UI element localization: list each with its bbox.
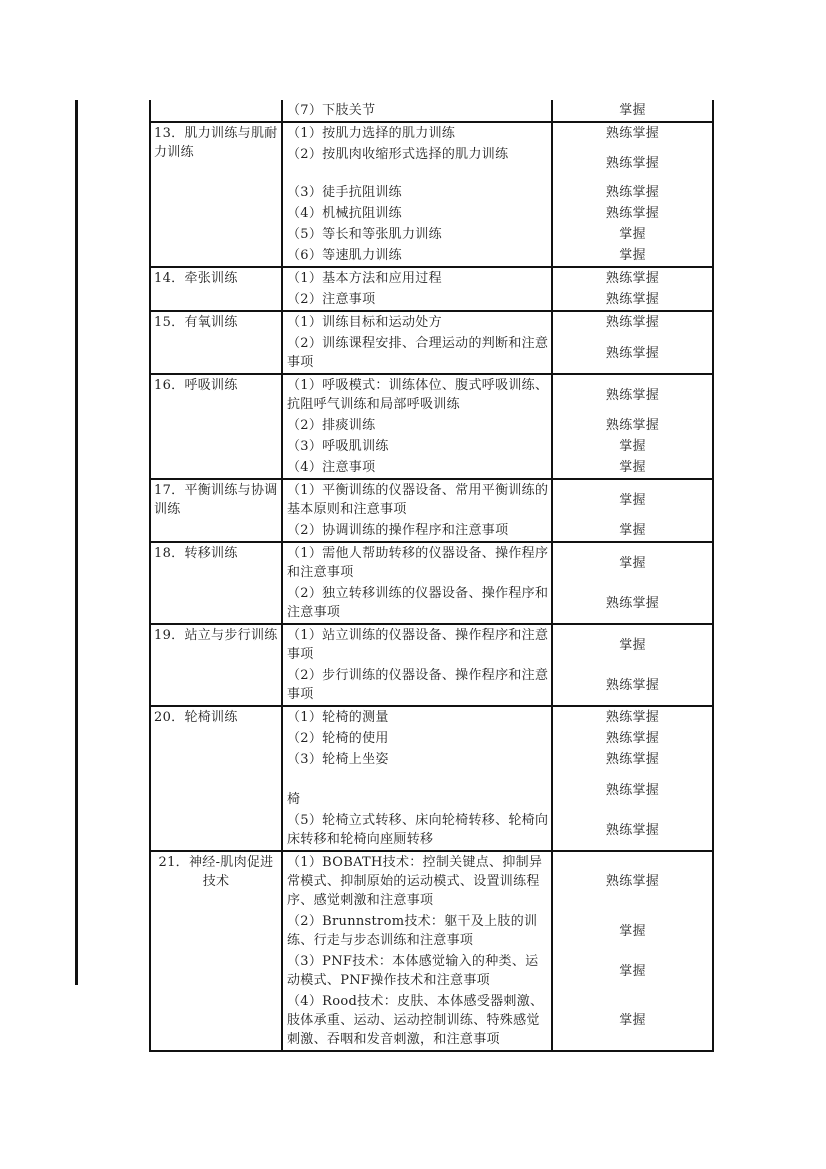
list-item — [283, 415, 712, 436]
mastery-level: 掌握 — [619, 439, 646, 454]
item-content: （2）训练课程安排、合理运动的判断和注意事项 — [283, 333, 553, 373]
table-row — [150, 100, 713, 122]
list-item — [283, 268, 712, 289]
mastery-level: 掌握 — [619, 963, 646, 979]
outer-table-border — [75, 100, 78, 985]
item-content: （2）排痰训练 — [283, 415, 553, 436]
table-row — [150, 542, 713, 624]
mastery-level: 熟练掌握 — [605, 185, 660, 200]
mastery-level: 熟练掌握 — [605, 731, 660, 746]
mastery-level: 熟练掌握 — [605, 822, 660, 838]
table-row — [150, 479, 713, 542]
mastery-level: 熟练掌握 — [605, 387, 660, 403]
item-content: （2）独立转移训练的仪器设备、操作程序和注意事项 — [283, 583, 553, 623]
item-content: （2）步行训练的仪器设备、操作程序和注意事项 — [283, 665, 553, 705]
topic-items — [282, 624, 713, 706]
item-content: （3）徒手抗阻训练 — [283, 182, 553, 203]
mastery-level: 熟练掌握 — [605, 595, 660, 611]
mastery-level: 熟练掌握 — [605, 206, 660, 221]
mastery-level: 熟练掌握 — [605, 345, 660, 361]
mastery-level: 掌握 — [619, 460, 646, 475]
item-content: （1）BOBATH技术：控制关键点、抑制异常模式、抑制原始的运动模式、设置训练程序、感觉刺激和注意事项 — [283, 852, 553, 911]
list-item — [283, 100, 712, 121]
item-content: （3）PNF技术：本体感觉输入的种类、运动模式、PNF操作技术和注意事项 — [283, 951, 553, 991]
mastery-level: 掌握 — [619, 103, 646, 118]
item-content: （4）机械抗阻训练 — [283, 203, 553, 224]
topic-items — [282, 542, 713, 624]
topic-label — [150, 100, 282, 122]
item-content: （1）轮椅的测量 — [283, 707, 553, 728]
table-row — [150, 624, 713, 706]
item-content: （2）注意事项 — [283, 289, 553, 310]
mastery-level: 掌握 — [619, 1013, 646, 1028]
list-item — [283, 911, 712, 951]
item-content: （2）协调训练的操作程序和注意事项 — [283, 520, 553, 541]
topic-items — [282, 851, 713, 1051]
list-item — [283, 583, 712, 623]
mastery-level: 熟练掌握 — [605, 418, 660, 433]
mastery-level: 熟练掌握 — [605, 155, 660, 171]
topic-label: 21．神经-肌肉促进技术 — [150, 851, 282, 1051]
topic-items — [282, 122, 713, 267]
item-content: （1）按肌力选择的肌力训练 — [283, 123, 553, 144]
mastery-level: 熟练掌握 — [605, 271, 660, 286]
topic-label: 16．呼吸训练 — [150, 374, 282, 479]
mastery-level: 掌握 — [619, 555, 646, 571]
list-item — [283, 707, 712, 728]
list-item — [283, 224, 712, 245]
list-item — [283, 182, 712, 203]
list-item — [283, 520, 712, 541]
topic-label: 14．牵张训练 — [150, 267, 282, 311]
topic-items — [282, 706, 713, 851]
item-content: （1）训练目标和运动处方 — [283, 312, 553, 333]
table-row — [150, 122, 713, 267]
list-item — [283, 810, 712, 850]
topic-label: 20．轮椅训练 — [150, 706, 282, 851]
item-content: （1）站立训练的仪器设备、操作程序和注意事项 — [283, 625, 553, 665]
item-content: （4）Rood技术：皮肤、本体感受器刺激、肢体承重、运动、运动控制训练、特殊感觉刺激、吞咽和发音刺激，和注意事项 — [283, 991, 553, 1050]
mastery-level: 熟练掌握 — [605, 292, 660, 307]
list-item — [283, 289, 712, 310]
list-item — [283, 625, 712, 665]
list-item — [283, 312, 712, 333]
item-content: （2）Brunnstrom技术：躯干及上肢的训练、行走与步态训练和注意事项 — [283, 911, 553, 951]
topic-label: 19．站立与步行训练 — [150, 624, 282, 706]
list-item — [283, 457, 712, 478]
topic-label: 15．有氧训练 — [150, 311, 282, 374]
list-item — [283, 749, 712, 770]
list-item — [283, 245, 712, 266]
item-content: （2）按肌肉收缩形式选择的肌力训练 — [283, 144, 553, 182]
item-content: 椅 — [283, 770, 553, 810]
item-content: （4）注意事项 — [283, 457, 553, 478]
item-content: （1）平衡训练的仪器设备、常用平衡训练的基本原则和注意事项 — [283, 480, 553, 520]
syllabus-table — [149, 100, 714, 1052]
item-content: （1）需他人帮助转移的仪器设备、操作程序和注意事项 — [283, 543, 553, 583]
topic-items — [282, 311, 713, 374]
mastery-level: 熟练掌握 — [605, 874, 660, 889]
topic-items — [282, 479, 713, 542]
item-content: （2）轮椅的使用 — [283, 728, 553, 749]
item-content: （1）基本方法和应用过程 — [283, 268, 553, 289]
list-item — [283, 144, 712, 182]
mastery-level: 熟练掌握 — [605, 315, 660, 330]
mastery-level: 熟练掌握 — [605, 710, 660, 725]
mastery-level: 掌握 — [619, 637, 646, 653]
topic-items — [282, 100, 713, 122]
table-row — [150, 851, 713, 1051]
topic-label: 18．转移训练 — [150, 542, 282, 624]
list-item — [283, 123, 712, 144]
table-row — [150, 311, 713, 374]
list-item — [283, 543, 712, 583]
mastery-level: 掌握 — [619, 923, 646, 939]
list-item — [283, 436, 712, 457]
list-item — [283, 480, 712, 520]
table-row — [150, 706, 713, 851]
mastery-level: 熟练掌握 — [605, 752, 660, 767]
list-item — [283, 951, 712, 991]
item-content: （5）等长和等张肌力训练 — [283, 224, 553, 245]
topic-items — [282, 374, 713, 479]
list-item — [283, 770, 712, 810]
list-item — [283, 665, 712, 705]
list-item — [283, 333, 712, 373]
mastery-level: 熟练掌握 — [605, 126, 660, 141]
item-content: （7）下肢关节 — [283, 100, 553, 121]
list-item — [283, 375, 712, 415]
item-content: （3）轮椅上坐姿 — [283, 749, 553, 770]
list-item — [283, 203, 712, 224]
list-item — [283, 728, 712, 749]
mastery-level: 掌握 — [619, 492, 646, 508]
item-content: （6）等速肌力训练 — [283, 245, 553, 266]
mastery-level: 熟练掌握 — [605, 677, 660, 693]
table-row — [150, 267, 713, 311]
topic-label: 17．平衡训练与协调训练 — [150, 479, 282, 542]
mastery-level: 掌握 — [619, 227, 646, 242]
list-item — [283, 852, 712, 911]
mastery-level: 熟练掌握 — [605, 782, 660, 798]
item-content: （5）轮椅立式转移、床向轮椅转移、轮椅向床转移和轮椅向座厕转移 — [283, 810, 553, 850]
item-content: （3）呼吸肌训练 — [283, 436, 553, 457]
topic-label: 13．肌力训练与肌耐力训练 — [150, 122, 282, 267]
item-content: （1）呼吸模式：训练体位、腹式呼吸训练、抗阻呼气训练和局部呼吸训练 — [283, 375, 553, 415]
list-item — [283, 991, 712, 1050]
topic-items — [282, 267, 713, 311]
mastery-level: 掌握 — [619, 248, 646, 263]
table-row — [150, 374, 713, 479]
mastery-level: 掌握 — [619, 523, 646, 538]
